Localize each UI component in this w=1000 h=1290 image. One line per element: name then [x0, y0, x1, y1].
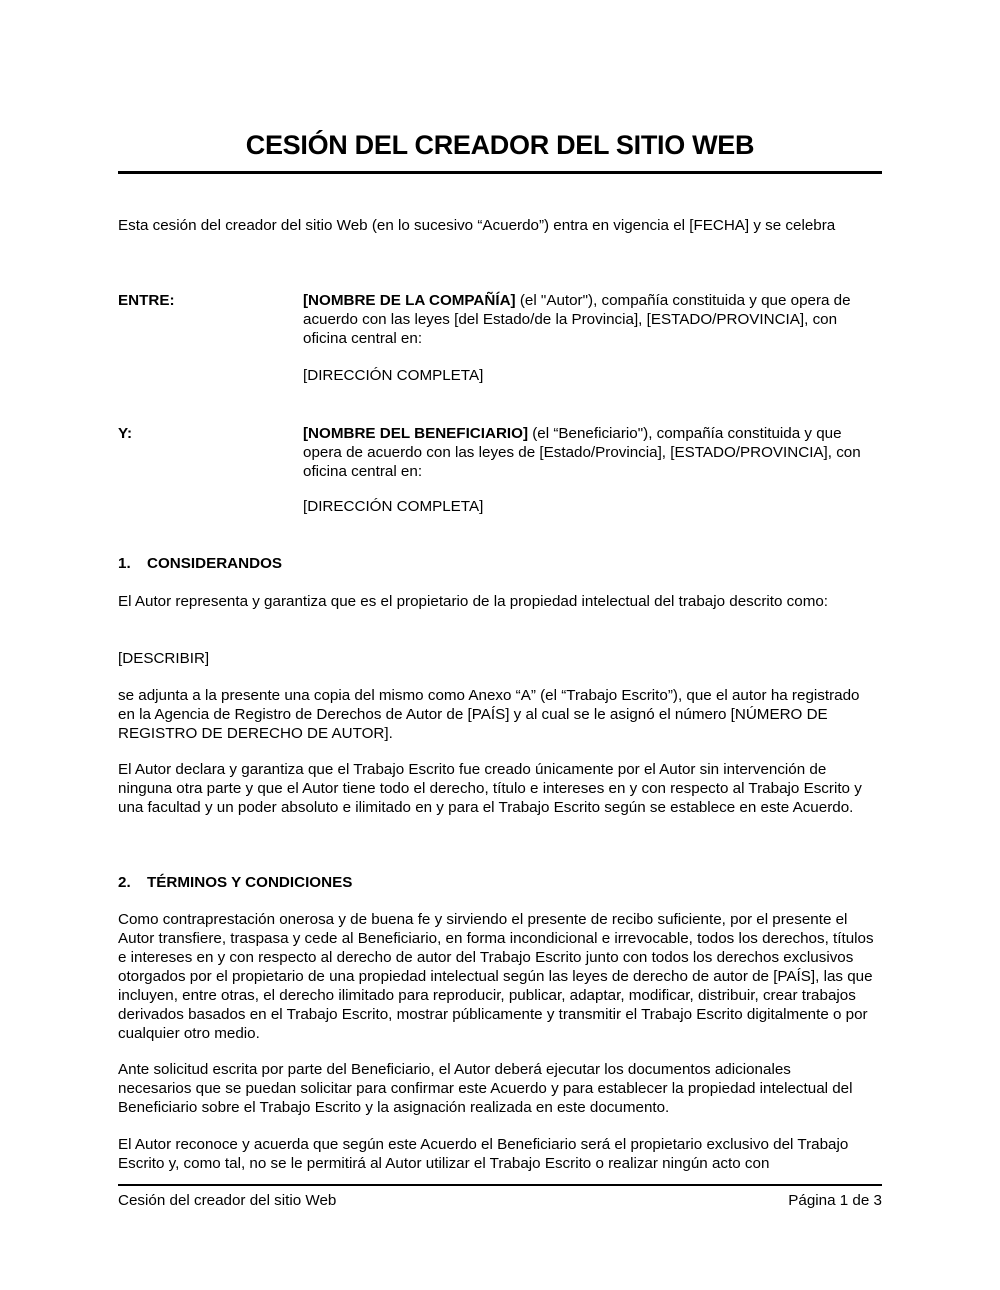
section-number: 1.: [118, 555, 131, 572]
section-title: CONSIDERANDOS: [147, 555, 283, 572]
section-1-paragraph-2: [DESCRIBIR]: [118, 650, 210, 667]
party-name-autor: [NOMBRE DE LA COMPAÑÍA]: [303, 292, 516, 309]
section-title: TÉRMINOS Y CONDICIONES: [147, 874, 353, 891]
section-heading-terminos: [118, 873, 352, 892]
section-2-paragraph-1: Como contraprestación onerosa y de buena fe y sirviendo el presente de recibo suficiente, por el presente el Autor transfiere, traspasa y cede al Beneficiario, en forma incondicional e irrevocable, todos los derechos, títulos e intereses en y con respecto al derecho de autor del Trabajo Escrito junto con todos los derechos exclusivos otorgados por el propietario de una propiedad intelectual según las leyes de derecho de autor de [PAÍS], las que incluyen, entre otras, el derecho ilimitado para reproducir, publicar, adaptar, modificar, distribuir, crear trabajos derivados basados en el Trabajo Escrito, mostrar públicamente y transmitir el Trabajo Escrito digitalmente o por cualquier otro medio.: [118, 911, 874, 1042]
section-1-paragraph-4: El Autor declara y garantiza que el Trabajo Escrito fue creado únicamente por el Autor sin intervención de ninguna otra parte y que el Autor tiene todo el derecho, título e intereses en y con respecto al Trabajo Escrito y una facultad y un poder absoluto e ilimitado en y para el Trabajo Escrito según se establece en este Acuerdo.: [118, 761, 862, 816]
party-address-beneficiario: [DIRECCIÓN COMPLETA]: [303, 498, 484, 515]
party-name-beneficiario: [NOMBRE DEL BENEFICIARIO]: [303, 425, 529, 442]
party-text-beneficiario: (el “Beneficiario"), compañía constituida y que opera de acuerdo con las leyes de [Estado/Provincia], [ESTADO/PROVINCIA], con oficina central en:: [303, 425, 861, 480]
section-heading-considerandos: [118, 554, 282, 573]
footer-page-number: Página 1 de 3: [788, 1192, 882, 1209]
intro-paragraph: Esta cesión del creador del sitio Web (en lo sucesivo “Acuerdo”) entra en vigencia el [FECHA] y se celebra: [118, 217, 836, 234]
document-title: CESIÓN DEL CREADOR DEL SITIO WEB: [245, 130, 755, 160]
party-description-autor: [303, 291, 883, 348]
section-1-paragraph-1: El Autor representa y garantiza que es el propietario de la propiedad intelectual del trabajo descrito como:: [118, 593, 829, 610]
party-label-entre: ENTRE:: [118, 292, 175, 309]
footer-document-name: Cesión del creador del sitio Web: [118, 1192, 337, 1209]
section-2-paragraph-2: Ante solicitud escrita por parte del Beneficiario, el Autor deberá ejecutar los documentos adicionales necesarios que se puedan solicitar para confirmar este Acuerdo y para establecer la propiedad intelectual del Beneficiario sobre el Trabajo Escrito y la asignación realizada en este documento.: [118, 1061, 853, 1116]
section-number: 2.: [118, 874, 131, 891]
party-text-autor: (el "Autor"), compañía constituida y que opera de acuerdo con las leyes [del Estado/de la Provincia], [ESTADO/PROVINCIA], con oficina central en:: [303, 292, 851, 347]
party-label-y: Y:: [118, 425, 133, 442]
section-1-paragraph-3: se adjunta a la presente una copia del mismo como Anexo “A” (el “Trabajo Escrito”), que el autor ha registrado en la Agencia de Registro de Derechos de Autor de [PAÍS] y al cual se le asignó el número [NÚMERO DE REGISTRO DE DERECHO DE AUTOR].: [118, 687, 860, 742]
party-address-autor: [DIRECCIÓN COMPLETA]: [303, 367, 484, 384]
footer-divider: [118, 1184, 882, 1186]
title-divider: [118, 171, 882, 174]
party-description-beneficiario: [303, 424, 863, 481]
section-2-paragraph-3: El Autor reconoce y acuerda que según este Acuerdo el Beneficiario será el propietario exclusivo del Trabajo Escrito y, como tal, no se le permitirá al Autor utilizar el Trabajo Escrito o realizar ningún acto con: [118, 1136, 849, 1172]
